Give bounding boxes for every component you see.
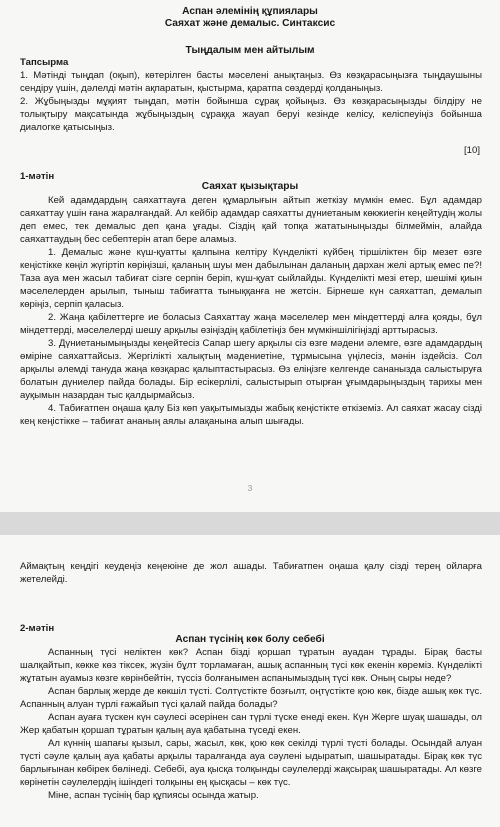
paragraph: Аспанның түсі неліктен көк? Аспан бізді қоршап тұратын ауадан тұрады. Бірақ басты шалқайтып, көкке көз тіксек, жүзін бұлт торламаған, ашық аспанның түсі көк екенін көреміз. Күнделікті жұтатын ауамыз көзге көрінбейтін, түссіз болғанымен аспанымыздың түсі көк. Оның сыры неде? bbox=[20, 647, 482, 684]
page-two bbox=[0, 535, 500, 827]
text-label-2: 2-мәтін bbox=[20, 623, 55, 634]
task-item-2: 2. Жұбыңызды мұқият тыңдап, мәтін бойынша сұрақ қойыңыз. Өз көзқарасыңызды білдіру не толықтыру мақсатында жұбыңыздың сұраққа жауап беруі кезінде келісу, келіспеуіңіз бойынша диалогке қатысыңыз. bbox=[20, 96, 482, 133]
page-number: 3 bbox=[247, 483, 253, 493]
text-label-1: 1-мәтін bbox=[20, 171, 55, 182]
paragraph: Ал күннің шапағы қызыл, сары, жасыл, көк, қою көк секілді түрлі түсті болады. Осындай алуан түсті сәуле қалың ауа қабаты арқылы таралғанда ауа сәулені ыдыратып, шашыратады. Бірақ көк түс барлығынан көбірек бөлінеді. Себебі, ауа қысқа толқынды сәулелерді жақсырақ шашыратады. Ал көзге көрінетін сәулелердің ішіндегі толқыны ең қысқасы – көк түс. bbox=[20, 738, 482, 788]
paragraph: Міне, аспан түсінің бар құпиясы осында жатыр. bbox=[48, 790, 259, 801]
chapter-title: Аспан әлемінің құпиялары bbox=[182, 6, 318, 17]
task-label: Тапсырма bbox=[20, 57, 69, 68]
paragraph: 4. Табиғатпен оңаша қалу Біз көп уақытымызды жабық кеңістікте өткіземіз. Ал саяхат жасау сізді кең кеңістікке – табиғат ананың аялы алақанына алып шығады. bbox=[20, 403, 482, 427]
continuation-text: Аймақтың кеңдігі кеудеңіз кеңеюіне де жол ашады. Табиғатпен оңаша қалу сізді терең ойларға жетелейді. bbox=[20, 561, 482, 585]
text-title-2: Аспан түсінің көк болу себебі bbox=[175, 634, 325, 645]
page-gap bbox=[0, 512, 500, 535]
task-item-1: 1. Мәтінді тыңдап (оқып), көтерілген басты мәселені анықтаңыз. Өз көзқарасыңызға тыңдаушыны сендіру үшін, дәлелді мәтін ақпаратын, қыстырма, қаратпа сөздерді қолданыңыз. bbox=[20, 70, 482, 94]
task-block bbox=[20, 56, 482, 134]
text-body-1 bbox=[20, 194, 482, 428]
paragraph: 1. Демалыс және күш-қуатты қалпына келтіру Күнделікті күйбең тіршіліктен бір мезет өзге кеңістікке көңіл жүгіртіп көріңізші, қаланың шуы мен дабылынан даланың дархан желі артық емес пе?! Таза ауа мен жасыл табиғат сізге серпін беріп, күш-қуат сыйлайды. Күнделікті мезі етер, шешімі қиын мәселелерден арылып, тыныш табиғатта тыныққанға не жетсін. Бірнеше күн саяхаттап, демалып көріңіз, серпіп қаласыз. bbox=[20, 247, 482, 310]
paragraph: Аспан ауаға түскен күн сәулесі әсерінен сан түрлі түске енеді екен. Күн Жерге шуақ шашады, ол Жер қабатын қоршап тұратын қалың ауа қабатына түседі екен. bbox=[20, 712, 482, 736]
chapter-subtitle: Саяхат және демалыс. Синтаксис bbox=[164, 18, 336, 29]
paragraph: 3. Дүниетанымыңызды кеңейтесіз Сапар шегу арқылы сіз өзге мәдени әлемге, өзге адамдардың өміріне саяхаттайсыз. Жергілікті халықтың мәдениетіне, тұрмысына үңілесіз, мәнін іздейсіз. Сол арқылы әлемді тануда жаңа көзқарас қалыптастырасыз. Өз еліңізге келгенде сананызда салыстыруға болатын дүниелер пайда болады. Бір есікерлілі, салыстырып отырған ұғымдарыңыздың тарихы мен ауқымын назардан тыс қалдырмайсыз. bbox=[20, 338, 482, 401]
text-body-2 bbox=[20, 646, 482, 802]
paragraph: Кей адамдардың саяхаттауға деген құмарлығын айтып жеткізу мүмкін емес. Бұл адамдар саяхаттау үшін ғана жаралғандай. Ал кейбір адамдар саяхатты дүниетаным көкжиегін кеңейтудің жолы деп емес, тек демалыс деп қана ұғады. Сіздің қай топқа жататыныңызды білмеймін, алайда саяхаттаудың бес себептерін атап бере аламыз. bbox=[20, 195, 482, 245]
score: [10] bbox=[463, 145, 480, 156]
section-title: Тыңдалым мен айтылым bbox=[185, 45, 315, 56]
paragraph: 2. Жаңа қабілеттерге ие боласыз Саяхаттау жаңа мәселелер мен міндеттерді алға қояды, бұл міндеттерді, мәселелерді шешу арқылы өзіңіздің қабілетіңіз бен мүмкіншілігіңізді арттырасыз. bbox=[20, 312, 482, 336]
text-title-1: Саяхат қызықтары bbox=[201, 181, 299, 192]
paragraph: Аспан барлық жерде де көкшіл түсті. Солтүстікте бозғылт, оңтүстікте қою көк, бізде ашық көк түс. Аспанның алуан түрлі ғажайып түсі қалай пайда болады? bbox=[20, 686, 482, 710]
